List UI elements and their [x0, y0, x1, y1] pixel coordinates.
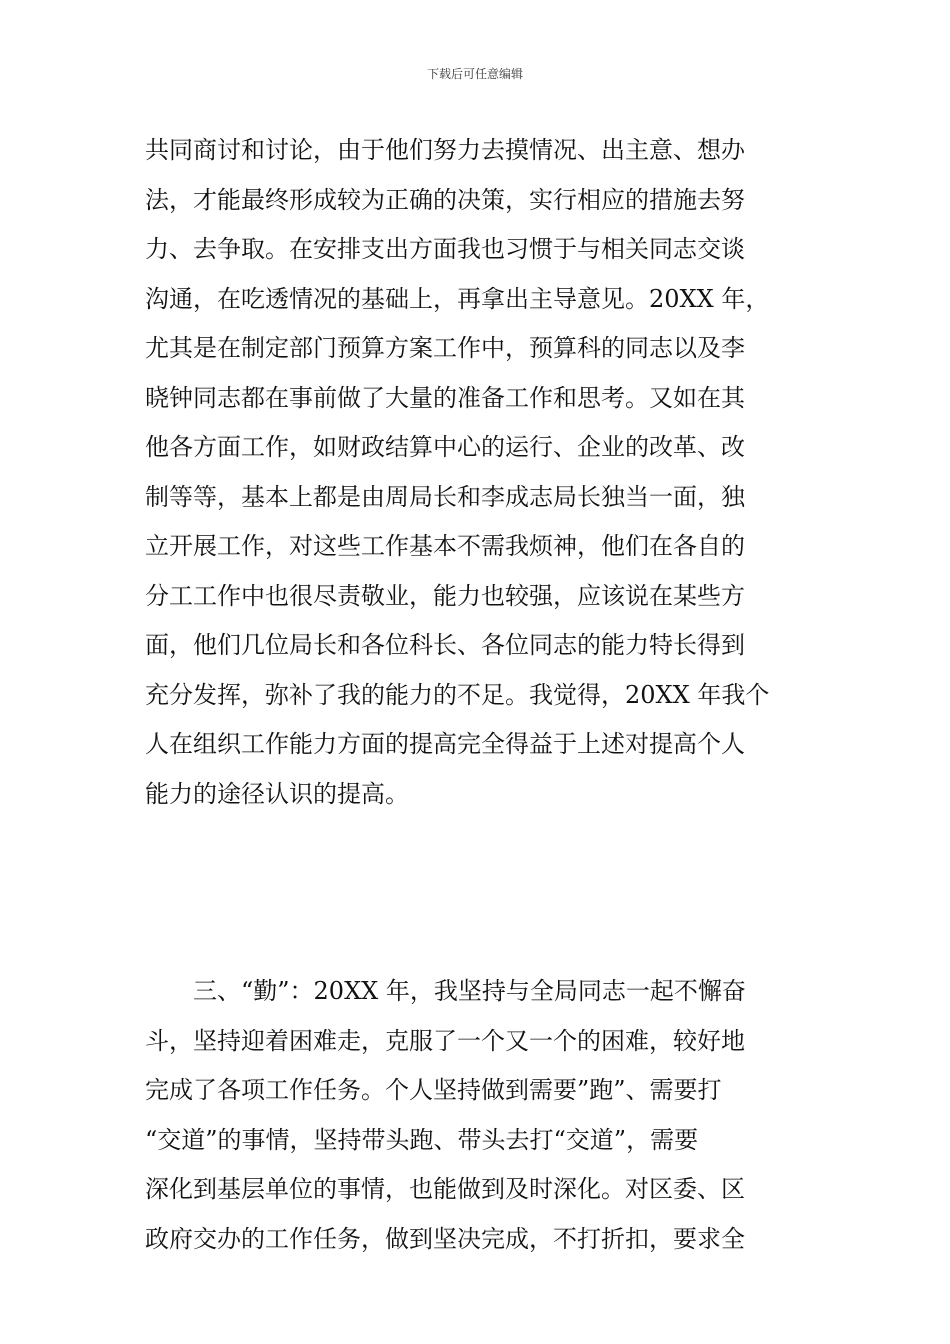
text-line: 尤其是在制定部门预算方案工作中，预算科的同志以及李 — [145, 334, 745, 362]
text-line: 三、“勤”：20XX 年，我坚持与全局同志一起不懈奋 — [145, 977, 746, 1005]
text-line: 共同商讨和讨论，由于他们努力去摸情况、出主意、想办 — [145, 136, 745, 164]
text-line: 充分发挥，弥补了我的能力的不足。我觉得，20XX 年我个 — [145, 680, 770, 709]
text-line: 分工工作中也很尽责敬业，能力也较强，应该说在某些方 — [145, 581, 745, 610]
text-line: 立开展工作，对这些工作基本不需我烦神，他们在各自的 — [145, 532, 745, 560]
text-line: “交道”的事情，坚持带头跑、带头去打“交道”，需要 — [145, 1125, 699, 1154]
text-line: 斗，坚持迎着困难走，克服了一个又一个的困难，较好地 — [145, 1026, 745, 1055]
text-line: 面，他们几位局长和各位科长、各位同志的能力特长得到 — [145, 631, 745, 659]
paragraph-1 — [145, 126, 810, 819]
paragraph-spacer — [145, 819, 810, 967]
text-line: 他各方面工作，如财政结算中心的运行、企业的改革、改 — [145, 433, 745, 461]
text-line: 力、去争取。在安排支出方面我也习惯于与相关同志交谈 — [145, 235, 745, 263]
page-header: 下载后可任意编辑 — [426, 67, 523, 81]
text-line: 人在组织工作能力方面的提高完全得益于上述对提高个人 — [145, 730, 745, 758]
text-line: 完成了各项工作任务。个人坚持做到需要”跑”、需要打 — [145, 1076, 722, 1104]
text-line: 制等等，基本上都是由周局长和李成志局长独当一面，独 — [145, 482, 745, 511]
text-line: 政府交办的工作任务，做到坚决完成，不打折扣，要求全 — [145, 1224, 745, 1253]
document-body — [145, 126, 810, 1264]
text-line: 沟通，在吃透情况的基础上，再拿出主导意见。20XX 年， — [145, 284, 770, 313]
text-line: 深化到基层单位的事情，也能做到及时深化。对区委、区 — [145, 1175, 745, 1203]
text-line: 法，才能最终形成较为正确的决策，实行相应的措施去努 — [145, 185, 745, 214]
text-line: 能力的途径认识的提高。 — [145, 779, 409, 808]
text-line: 晓钟同志都在事前做了大量的准备工作和思考。又如在其 — [145, 383, 745, 412]
paragraph-2 — [145, 967, 810, 1264]
